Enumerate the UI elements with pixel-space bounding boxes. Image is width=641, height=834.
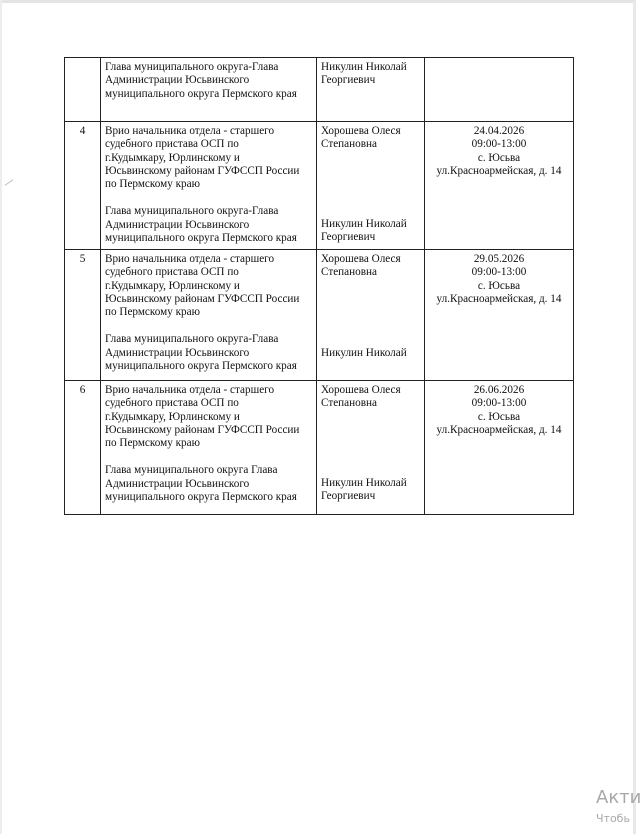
head-position-line: муниципального округа Пермского края [105, 232, 297, 245]
head-name-line: Георгиевич [321, 489, 376, 502]
head-name-line: Георгиевич [321, 74, 376, 87]
page-edge [0, 0, 2, 834]
row-number [65, 58, 101, 122]
reception-address: ул.Красноармейская, д. 14 [436, 164, 562, 177]
reception-cell [425, 250, 574, 381]
row-number: 5 [65, 250, 101, 381]
head-position-line: муниципального округа Пермского края [105, 491, 297, 504]
person-cell [317, 122, 425, 250]
scan-mark [5, 179, 14, 186]
official-position-line: по Пермскому краю [105, 306, 200, 319]
reception-address: ул.Красноармейская, д. 14 [436, 423, 562, 436]
reception-cell [425, 122, 574, 250]
table-row [65, 58, 574, 122]
official-name-line: Хорошева Олеся [321, 384, 401, 396]
page-edge [633, 0, 636, 834]
head-name-line: Никулин Николай [321, 61, 407, 73]
position-cell [101, 58, 317, 122]
reception-village: с. Юсьва [477, 410, 521, 423]
head-position-line: Глава муниципального округа-Глава [105, 61, 279, 73]
head-name-line: Георгиевич [321, 230, 376, 243]
official-name-line: Хорошева Олеся [321, 253, 401, 265]
reception-time: 09:00-13:00 [471, 266, 527, 279]
reception-cell [425, 381, 574, 515]
official-position-line: по Пермскому краю [105, 178, 200, 191]
official-name-line: Степановна [321, 397, 377, 410]
official-position-line: г.Кудымкару, Юрлинскому и [105, 279, 240, 292]
head-name-line: Никулин Николай [321, 217, 407, 230]
reception-time: 09:00-13:00 [471, 397, 527, 410]
reception-village: с. Юсьва [477, 279, 521, 292]
head-position-line: Глава муниципального округа-Глава [105, 205, 279, 218]
official-position-line: г.Кудымкару, Юрлинскому и [105, 151, 240, 164]
schedule-table [64, 57, 574, 515]
official-position-line: судебного пристава ОСП по [105, 266, 239, 279]
reception-date: 24.04.2026 [473, 125, 525, 137]
reception-time: 09:00-13:00 [471, 138, 527, 151]
head-name-line: Никулин Николай [321, 476, 407, 489]
table-row [65, 122, 574, 250]
official-position-line: судебного пристава ОСП по [105, 138, 239, 151]
head-position-line: Глава муниципального округа-Глава [105, 333, 279, 346]
official-name-line: Степановна [321, 266, 377, 279]
official-position-line: судебного пристава ОСП по [105, 397, 239, 410]
position-cell [101, 381, 317, 515]
official-position-line: Юсьвинскому районам ГУФССП России [105, 423, 300, 436]
head-position-line: Глава муниципального округа Глава [105, 464, 278, 477]
official-position-line: Врио начальника отдела - старшего [105, 125, 275, 137]
official-position-line: Юсьвинскому районам ГУФССП России [105, 164, 300, 177]
official-position-line: по Пермскому краю [105, 437, 200, 450]
table-row [65, 250, 574, 381]
head-position-line: Администрации Юсьвинского [105, 477, 250, 490]
table-row [65, 381, 574, 515]
person-cell [317, 58, 425, 122]
position-cell [101, 122, 317, 250]
activation-watermark-text: Чтобь [596, 812, 630, 825]
reception-date: 26.06.2026 [473, 384, 525, 396]
reception-date: 29.05.2026 [473, 253, 525, 265]
head-position-line: муниципального округа Пермского края [105, 360, 297, 373]
reception-cell [425, 58, 574, 122]
page-edge [0, 0, 636, 3]
official-position-line: Юсьвинскому районам ГУФССП России [105, 292, 300, 305]
activation-watermark-title: Акти [596, 787, 641, 808]
row-number: 4 [65, 122, 101, 250]
person-cell [317, 381, 425, 515]
head-name-line: Никулин Николай [321, 346, 407, 359]
official-name-line: Хорошева Олеся [321, 125, 401, 137]
head-position-line: Администрации Юсьвинского [105, 218, 250, 231]
position-cell [101, 250, 317, 381]
row-number: 6 [65, 381, 101, 515]
head-position-line: муниципального округа Пермского края [105, 87, 297, 100]
head-position-line: Администрации Юсьвинского [105, 74, 250, 87]
head-position-line: Администрации Юсьвинского [105, 346, 250, 359]
official-position-line: Врио начальника отдела - старшего [105, 253, 275, 265]
reception-address: ул.Красноармейская, д. 14 [436, 292, 562, 305]
official-position-line: Врио начальника отдела - старшего [105, 384, 275, 396]
person-cell [317, 250, 425, 381]
reception-village: с. Юсьва [477, 151, 521, 164]
official-name-line: Степановна [321, 138, 377, 151]
official-position-line: г.Кудымкару, Юрлинскому и [105, 410, 240, 423]
